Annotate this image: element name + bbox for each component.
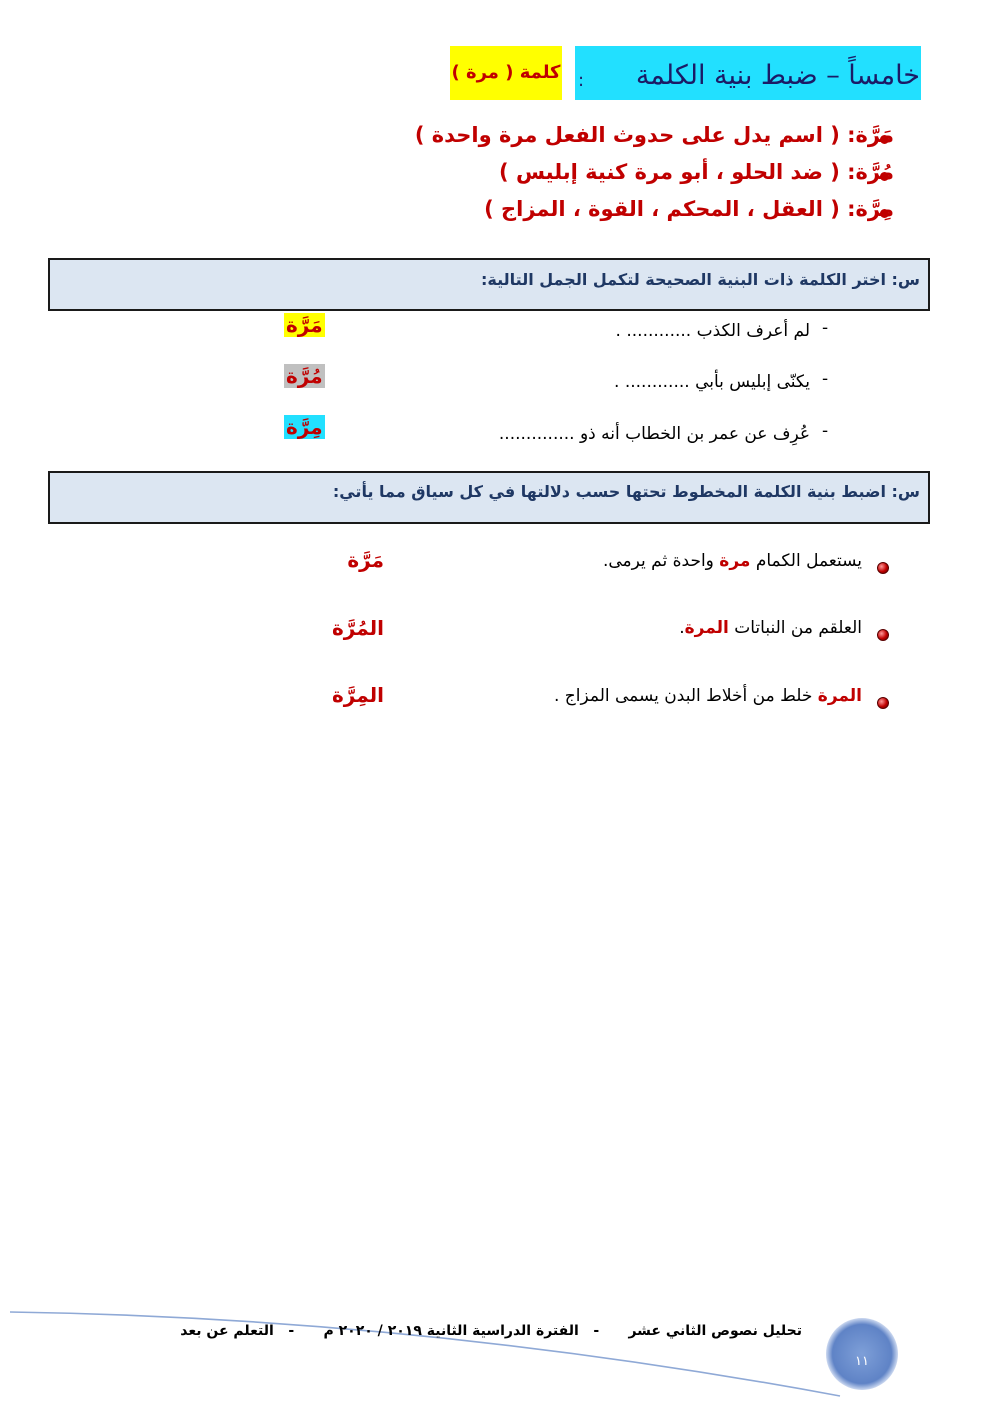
answer-3: مِرَّة — [286, 415, 323, 439]
sentence-3: عُرِف عن عمر بن الخطاب أنه ذو .............. — [498, 424, 810, 444]
bullet-gem-icon — [877, 629, 889, 641]
bullet-gem-icon — [877, 562, 889, 574]
footer-separator: - — [593, 1323, 600, 1339]
page-number: ١١ — [855, 1354, 869, 1369]
context-sentence-1 — [603, 551, 862, 571]
sentence-part: . — [679, 618, 685, 638]
footer-term: الفترة الدراسية الثانية ٢٠١٩ / ٢٠٢٠ م — [323, 1323, 579, 1339]
sentence-part: يستعمل الكمام — [750, 551, 862, 571]
context-sentence-2 — [679, 618, 862, 638]
meaning-desc: ( اسم يدل على حدوث الفعل مرة واحدة ) — [414, 123, 840, 147]
meaning-word: مِرَّة: — [847, 197, 894, 221]
section-title-colon: : — [578, 70, 585, 91]
question-2-text: س: اضبط بنية الكلمة المخطوط تحتها حسب دلالتها في كل سياق مما يأتي: — [332, 482, 920, 501]
footer-mode: التعلم عن بعد — [180, 1323, 274, 1339]
answer-2: مُرَّة — [286, 364, 323, 388]
dash: - — [822, 318, 829, 338]
sentence-part: واحدة ثم يرمى. — [602, 551, 720, 571]
answer-1: مَرَّة — [286, 313, 323, 337]
context-answer-2: المُرَّة — [331, 616, 384, 640]
footer-course: تحليل نصوص الثاني عشر — [628, 1323, 802, 1339]
meaning-word: مُرَّة: — [847, 160, 894, 184]
meaning-word: مَرَّة: — [847, 123, 894, 147]
question-1-text: س: اختر الكلمة ذات البنية الصحيحة لتكمل الجمل التالية: — [481, 270, 920, 289]
sentence-part: العلقم من النباتات — [728, 618, 862, 638]
footer-text — [170, 1323, 802, 1339]
underlined-word: مرة — [719, 551, 751, 571]
meaning-desc: ( العقل ، المحكم ، القوة ، المزاج ) — [484, 197, 840, 221]
meaning-item-2 — [499, 160, 894, 184]
dash: - — [822, 421, 829, 441]
context-sentence-3 — [554, 686, 862, 706]
context-answer-1: مَرَّة — [347, 548, 384, 572]
dash: - — [822, 369, 829, 389]
word-tag: كلمة ( مرة ) — [451, 62, 561, 83]
sentence-part: خلط من أخلاط البدن يسمى المزاج . — [553, 686, 818, 706]
footer-separator: - — [288, 1323, 295, 1339]
sentence-1: لم أعرف الكذب ............ . — [615, 321, 810, 341]
section-title: خامساً – ضبط بنية الكلمة — [635, 60, 920, 91]
meaning-item-3 — [484, 197, 894, 221]
meaning-desc: ( ضد الحلو ، أبو مرة كنية إبليس ) — [499, 160, 840, 184]
underlined-word: المرة — [817, 686, 862, 706]
sentence-2: يكنّى إبليس بأبي ............ . — [614, 372, 810, 392]
context-answer-3: المِرَّة — [331, 683, 384, 707]
underlined-word: المرة — [684, 618, 729, 638]
meaning-item-1 — [415, 123, 894, 147]
bullet-gem-icon — [877, 697, 889, 709]
